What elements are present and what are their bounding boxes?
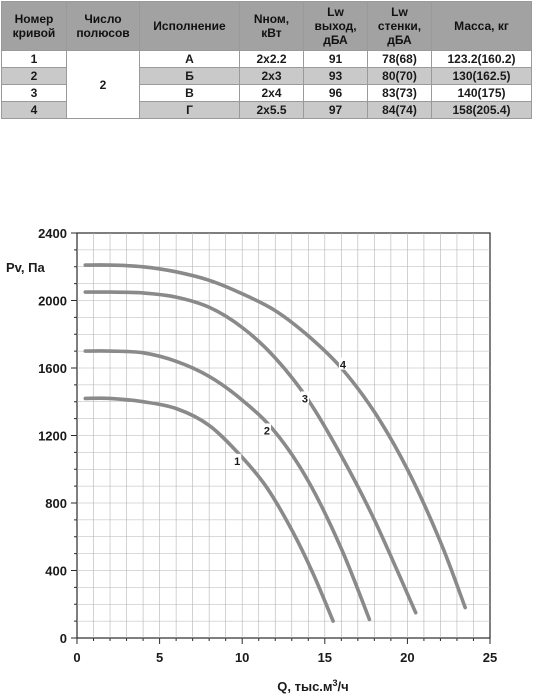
y-tick-label: 1200 [38,428,67,444]
y-tick-label: 2000 [38,293,67,309]
y-axis-label: Pv, Па [6,260,45,275]
curve-label-2: 2 [263,425,271,438]
cell-version: А [140,51,240,68]
cell-power: 2x5.5 [240,102,304,119]
specification-table [1,1,532,119]
cell-lw-outlet: 96 [304,85,368,102]
cell-curve-number: 4 [2,102,67,119]
y-tick-label: 0 [59,631,67,646]
header-lw-outlet: Lw выход, дБА [304,2,368,51]
cell-version: Б [140,68,240,85]
fan-performance-chart [0,222,543,700]
x-axis-label: Q, $тыс.м^3/ч$ [277,678,349,694]
x-tick-label: 0 [73,650,81,665]
cell-mass: 140(175) [432,85,532,102]
table-header-row [2,2,532,51]
x-tick-label: 5 [155,650,164,665]
x-tick-label: 20 [400,650,415,665]
cell-lw-wall: 80(70) [368,68,432,85]
y-tick-label: 800 [45,496,67,511]
cell-lw-outlet: 91 [304,51,368,68]
header-power: Nном, кВт [240,2,304,51]
header-lw-wall: Lw стенки, дБА [368,2,432,51]
cell-power: 2x4 [240,85,304,102]
x-tick-label: 25 [482,650,498,665]
x-tick-label: 15 [317,650,333,665]
y-tick-label: 2400 [38,226,67,241]
cell-lw-wall: 83(73) [368,85,432,102]
y-tick-label: 1600 [38,361,67,376]
curve-label-3: 3 [301,393,309,406]
cell-mass: 130(162.5) [432,68,532,85]
header-version: Исполнение [140,2,240,51]
cell-power: 2x2.2 [240,51,304,68]
table-row [2,51,532,68]
cell-mass: 123.2(160.2) [432,51,532,68]
header-poles: Число полюсов [67,2,140,51]
cell-lw-wall: 84(74) [368,102,432,119]
y-tick-label: 400 [45,563,67,579]
cell-poles: 2 [67,51,140,119]
cell-curve-number: 2 [2,68,67,85]
curve-2 [85,351,369,619]
cell-lw-wall: 78(68) [368,51,432,68]
header-mass: Масса, кг [432,2,532,51]
cell-lw-outlet: 93 [304,68,368,85]
header-curve-number: Номер кривой [2,2,67,51]
cell-curve-number: 3 [2,85,67,102]
cell-version: Г [140,102,240,119]
cell-curve-number: 1 [2,51,67,68]
x-tick-label: 10 [234,650,250,665]
curve-label-1: 1 [234,455,241,468]
cell-lw-outlet: 97 [304,102,368,119]
cell-version: В [140,85,240,102]
cell-mass: 158(205.4) [432,102,532,119]
curve-label-4: 4 [339,359,347,372]
cell-power: 2x3 [240,68,304,85]
